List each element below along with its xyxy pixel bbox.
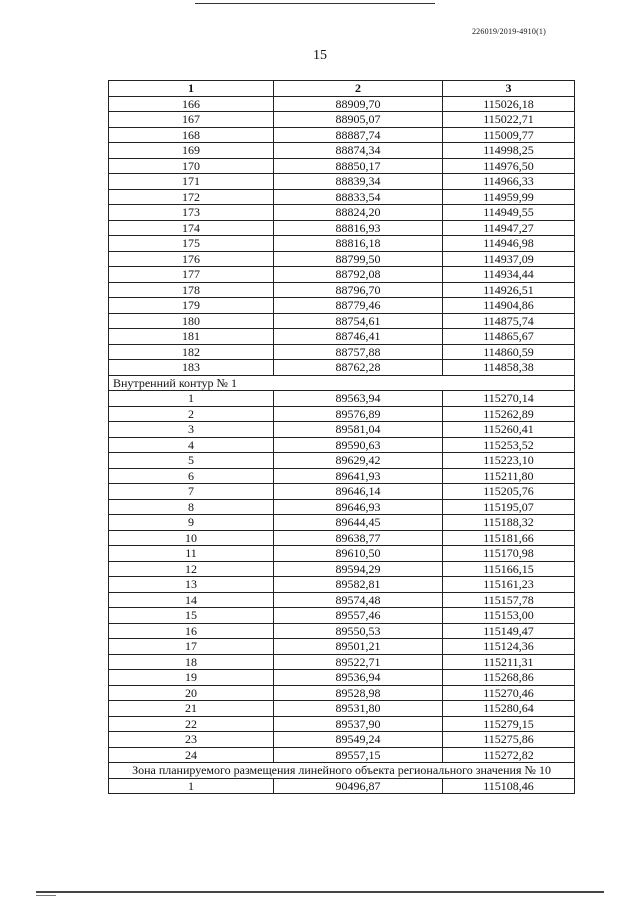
y-coordinate-cell: 114875,74 bbox=[443, 313, 575, 329]
table-row bbox=[109, 484, 575, 500]
point-number-cell: 174 bbox=[109, 220, 274, 236]
point-number-cell: 15 bbox=[109, 608, 274, 624]
table-row bbox=[109, 608, 575, 624]
y-coordinate-cell: 115253,52 bbox=[443, 437, 575, 453]
point-number-cell: 12 bbox=[109, 561, 274, 577]
point-number-cell: 13 bbox=[109, 577, 274, 593]
point-number-cell: 6 bbox=[109, 468, 274, 484]
point-number-cell: 9 bbox=[109, 515, 274, 531]
point-number-cell: 179 bbox=[109, 298, 274, 314]
x-coordinate-cell: 89581,04 bbox=[274, 422, 443, 438]
point-number-cell: 16 bbox=[109, 623, 274, 639]
point-number-cell: 1 bbox=[109, 778, 274, 794]
point-number-cell: 17 bbox=[109, 639, 274, 655]
x-coordinate-cell: 89629,42 bbox=[274, 453, 443, 469]
y-coordinate-cell: 115124,36 bbox=[443, 639, 575, 655]
x-coordinate-cell: 88762,28 bbox=[274, 360, 443, 376]
point-number-cell: 171 bbox=[109, 174, 274, 190]
table-row bbox=[109, 716, 575, 732]
x-coordinate-cell: 89557,46 bbox=[274, 608, 443, 624]
x-coordinate-cell: 89537,90 bbox=[274, 716, 443, 732]
y-coordinate-cell: 114947,27 bbox=[443, 220, 575, 236]
table-row bbox=[109, 174, 575, 190]
x-coordinate-cell: 89536,94 bbox=[274, 670, 443, 686]
x-coordinate-cell: 89501,21 bbox=[274, 639, 443, 655]
table-row bbox=[109, 515, 575, 531]
point-number-cell: 170 bbox=[109, 158, 274, 174]
y-coordinate-cell: 115275,86 bbox=[443, 732, 575, 748]
x-coordinate-cell: 88792,08 bbox=[274, 267, 443, 283]
table-row bbox=[109, 344, 575, 360]
table-row bbox=[109, 623, 575, 639]
y-coordinate-cell: 114934,44 bbox=[443, 267, 575, 283]
point-number-cell: 182 bbox=[109, 344, 274, 360]
table-row bbox=[109, 313, 575, 329]
x-coordinate-cell: 89594,29 bbox=[274, 561, 443, 577]
top-rule bbox=[195, 3, 435, 4]
y-coordinate-cell: 114865,67 bbox=[443, 329, 575, 345]
section-row bbox=[109, 763, 575, 779]
x-coordinate-cell: 88850,17 bbox=[274, 158, 443, 174]
point-number-cell: 10 bbox=[109, 530, 274, 546]
bottom-rule bbox=[36, 891, 604, 893]
x-coordinate-cell: 88905,07 bbox=[274, 112, 443, 128]
y-coordinate-cell: 115153,00 bbox=[443, 608, 575, 624]
point-number-cell: 4 bbox=[109, 437, 274, 453]
table-row bbox=[109, 189, 575, 205]
section-title: Внутренний контур № 1 bbox=[109, 375, 575, 391]
x-coordinate-cell: 89574,48 bbox=[274, 592, 443, 608]
point-number-cell: 19 bbox=[109, 670, 274, 686]
x-coordinate-cell: 88754,61 bbox=[274, 313, 443, 329]
x-coordinate-cell: 90496,87 bbox=[274, 778, 443, 794]
point-number-cell: 23 bbox=[109, 732, 274, 748]
table-row bbox=[109, 329, 575, 345]
x-coordinate-cell: 88779,46 bbox=[274, 298, 443, 314]
y-coordinate-cell: 115211,80 bbox=[443, 468, 575, 484]
table-row bbox=[109, 437, 575, 453]
table-header-row bbox=[109, 81, 575, 97]
y-coordinate-cell: 114946,98 bbox=[443, 236, 575, 252]
column-header-1: 1 bbox=[109, 81, 274, 97]
table-row bbox=[109, 360, 575, 376]
point-number-cell: 7 bbox=[109, 484, 274, 500]
y-coordinate-cell: 114937,09 bbox=[443, 251, 575, 267]
y-coordinate-cell: 115022,71 bbox=[443, 112, 575, 128]
coordinates-table bbox=[108, 80, 575, 794]
table-row bbox=[109, 96, 575, 112]
x-coordinate-cell: 88887,74 bbox=[274, 127, 443, 143]
point-number-cell: 18 bbox=[109, 654, 274, 670]
x-coordinate-cell: 89528,98 bbox=[274, 685, 443, 701]
y-coordinate-cell: 115211,31 bbox=[443, 654, 575, 670]
point-number-cell: 183 bbox=[109, 360, 274, 376]
y-coordinate-cell: 115270,46 bbox=[443, 685, 575, 701]
y-coordinate-cell: 115188,32 bbox=[443, 515, 575, 531]
point-number-cell: 175 bbox=[109, 236, 274, 252]
x-coordinate-cell: 88824,20 bbox=[274, 205, 443, 221]
table-row bbox=[109, 127, 575, 143]
x-coordinate-cell: 89576,89 bbox=[274, 406, 443, 422]
table-row bbox=[109, 236, 575, 252]
y-coordinate-cell: 115260,41 bbox=[443, 422, 575, 438]
x-coordinate-cell: 89557,15 bbox=[274, 747, 443, 763]
table-row bbox=[109, 546, 575, 562]
x-coordinate-cell: 89563,94 bbox=[274, 391, 443, 407]
table-row bbox=[109, 530, 575, 546]
table-row bbox=[109, 670, 575, 686]
document-number: 226019/2019-4910(1) bbox=[471, 27, 546, 36]
x-coordinate-cell: 89522,71 bbox=[274, 654, 443, 670]
table-row bbox=[109, 205, 575, 221]
y-coordinate-cell: 115262,89 bbox=[443, 406, 575, 422]
point-number-cell: 20 bbox=[109, 685, 274, 701]
point-number-cell: 5 bbox=[109, 453, 274, 469]
table-row bbox=[109, 639, 575, 655]
y-coordinate-cell: 115280,64 bbox=[443, 701, 575, 717]
table-row bbox=[109, 406, 575, 422]
y-coordinate-cell: 115195,07 bbox=[443, 499, 575, 515]
x-coordinate-cell: 88909,70 bbox=[274, 96, 443, 112]
table-row bbox=[109, 453, 575, 469]
y-coordinate-cell: 114949,55 bbox=[443, 205, 575, 221]
x-coordinate-cell: 88839,34 bbox=[274, 174, 443, 190]
table-row bbox=[109, 298, 575, 314]
y-coordinate-cell: 114976,50 bbox=[443, 158, 575, 174]
x-coordinate-cell: 89590,63 bbox=[274, 437, 443, 453]
section-row bbox=[109, 375, 575, 391]
point-number-cell: 177 bbox=[109, 267, 274, 283]
table-row bbox=[109, 732, 575, 748]
y-coordinate-cell: 115149,47 bbox=[443, 623, 575, 639]
y-coordinate-cell: 115270,14 bbox=[443, 391, 575, 407]
point-number-cell: 8 bbox=[109, 499, 274, 515]
y-coordinate-cell: 115161,23 bbox=[443, 577, 575, 593]
point-number-cell: 21 bbox=[109, 701, 274, 717]
point-number-cell: 24 bbox=[109, 747, 274, 763]
x-coordinate-cell: 89610,50 bbox=[274, 546, 443, 562]
x-coordinate-cell: 88816,93 bbox=[274, 220, 443, 236]
point-number-cell: 3 bbox=[109, 422, 274, 438]
y-coordinate-cell: 114926,51 bbox=[443, 282, 575, 298]
bottom-rule-mark bbox=[36, 895, 56, 896]
x-coordinate-cell: 89644,45 bbox=[274, 515, 443, 531]
x-coordinate-cell: 89531,80 bbox=[274, 701, 443, 717]
y-coordinate-cell: 114966,33 bbox=[443, 174, 575, 190]
x-coordinate-cell: 88816,18 bbox=[274, 236, 443, 252]
table-row bbox=[109, 251, 575, 267]
x-coordinate-cell: 88757,88 bbox=[274, 344, 443, 360]
table-row bbox=[109, 282, 575, 298]
point-number-cell: 180 bbox=[109, 313, 274, 329]
table-row bbox=[109, 561, 575, 577]
y-coordinate-cell: 114998,25 bbox=[443, 143, 575, 159]
table-row bbox=[109, 499, 575, 515]
page-number: 15 bbox=[313, 48, 327, 63]
x-coordinate-cell: 89550,53 bbox=[274, 623, 443, 639]
point-number-cell: 173 bbox=[109, 205, 274, 221]
x-coordinate-cell: 88799,50 bbox=[274, 251, 443, 267]
y-coordinate-cell: 115108,46 bbox=[443, 778, 575, 794]
y-coordinate-cell: 115268,86 bbox=[443, 670, 575, 686]
table-row bbox=[109, 143, 575, 159]
table-row bbox=[109, 577, 575, 593]
point-number-cell: 169 bbox=[109, 143, 274, 159]
table-row bbox=[109, 778, 575, 794]
y-coordinate-cell: 115009,77 bbox=[443, 127, 575, 143]
y-coordinate-cell: 115166,15 bbox=[443, 561, 575, 577]
table-row bbox=[109, 747, 575, 763]
x-coordinate-cell: 89641,93 bbox=[274, 468, 443, 484]
table-row bbox=[109, 592, 575, 608]
x-coordinate-cell: 89549,24 bbox=[274, 732, 443, 748]
y-coordinate-cell: 115026,18 bbox=[443, 96, 575, 112]
point-number-cell: 2 bbox=[109, 406, 274, 422]
y-coordinate-cell: 115223,10 bbox=[443, 453, 575, 469]
point-number-cell: 178 bbox=[109, 282, 274, 298]
table-row bbox=[109, 685, 575, 701]
table-row bbox=[109, 112, 575, 128]
point-number-cell: 22 bbox=[109, 716, 274, 732]
y-coordinate-cell: 115181,66 bbox=[443, 530, 575, 546]
table-row bbox=[109, 422, 575, 438]
y-coordinate-cell: 115279,15 bbox=[443, 716, 575, 732]
column-header-3: 3 bbox=[443, 81, 575, 97]
point-number-cell: 181 bbox=[109, 329, 274, 345]
table-row bbox=[109, 391, 575, 407]
x-coordinate-cell: 88874,34 bbox=[274, 143, 443, 159]
point-number-cell: 176 bbox=[109, 251, 274, 267]
table-row bbox=[109, 267, 575, 283]
y-coordinate-cell: 115205,76 bbox=[443, 484, 575, 500]
point-number-cell: 167 bbox=[109, 112, 274, 128]
y-coordinate-cell: 114858,38 bbox=[443, 360, 575, 376]
y-coordinate-cell: 115272,82 bbox=[443, 747, 575, 763]
y-coordinate-cell: 114959,99 bbox=[443, 189, 575, 205]
point-number-cell: 168 bbox=[109, 127, 274, 143]
x-coordinate-cell: 89646,93 bbox=[274, 499, 443, 515]
y-coordinate-cell: 115157,78 bbox=[443, 592, 575, 608]
point-number-cell: 1 bbox=[109, 391, 274, 407]
y-coordinate-cell: 115170,98 bbox=[443, 546, 575, 562]
point-number-cell: 172 bbox=[109, 189, 274, 205]
x-coordinate-cell: 89638,77 bbox=[274, 530, 443, 546]
table-row bbox=[109, 220, 575, 236]
section-title: Зона планируемого размещения линейного объекта регионального значения № 10 bbox=[109, 763, 575, 779]
point-number-cell: 166 bbox=[109, 96, 274, 112]
x-coordinate-cell: 89582,81 bbox=[274, 577, 443, 593]
table-row bbox=[109, 654, 575, 670]
column-header-2: 2 bbox=[274, 81, 443, 97]
table-row bbox=[109, 158, 575, 174]
table-row bbox=[109, 701, 575, 717]
y-coordinate-cell: 114860,59 bbox=[443, 344, 575, 360]
x-coordinate-cell: 88833,54 bbox=[274, 189, 443, 205]
point-number-cell: 11 bbox=[109, 546, 274, 562]
y-coordinate-cell: 114904,86 bbox=[443, 298, 575, 314]
table-row bbox=[109, 468, 575, 484]
x-coordinate-cell: 88746,41 bbox=[274, 329, 443, 345]
point-number-cell: 14 bbox=[109, 592, 274, 608]
x-coordinate-cell: 89646,14 bbox=[274, 484, 443, 500]
x-coordinate-cell: 88796,70 bbox=[274, 282, 443, 298]
